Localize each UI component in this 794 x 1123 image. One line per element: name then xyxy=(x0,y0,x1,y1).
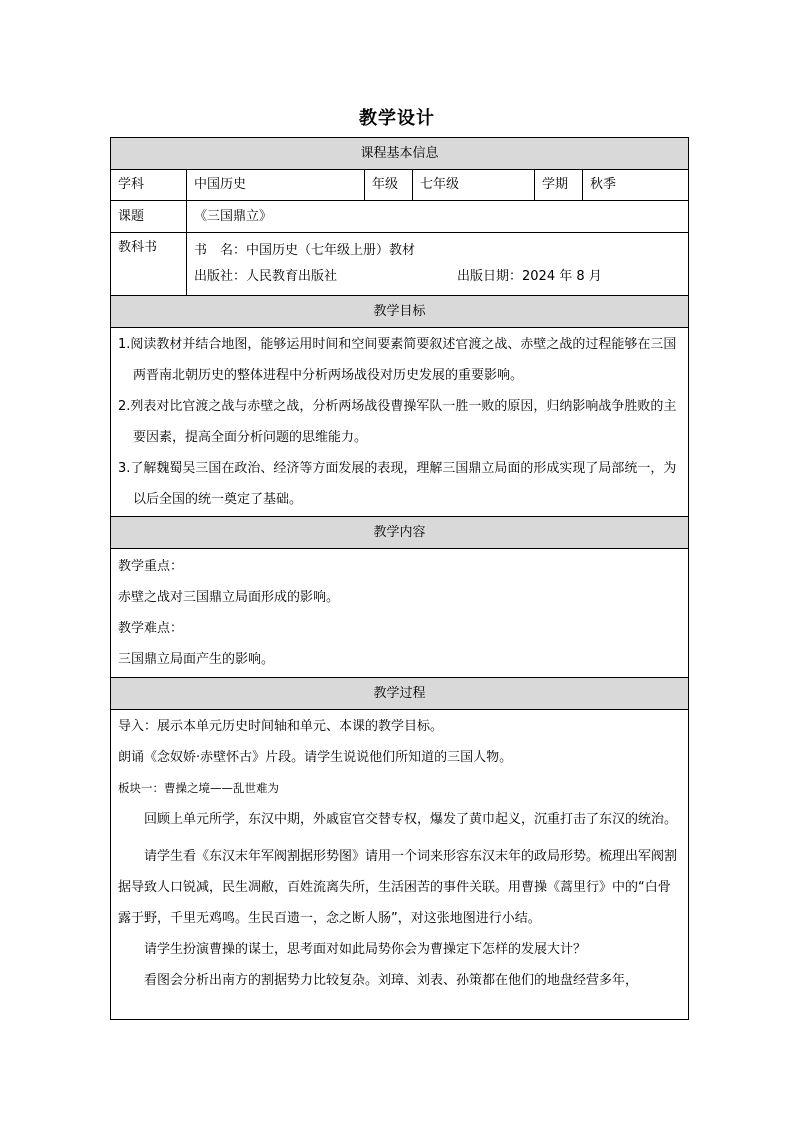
book-name: 书 名：中国历史（七年级上册）教材 xyxy=(194,243,416,258)
objective-item: 3.了解魏蜀吴三国在政治、经济等方面发展的表现，理解三国鼎立局面的形成实现了局部统一，为以后全国的统一奠定了基础。 xyxy=(118,461,677,507)
textbook-label: 教科书 xyxy=(111,233,187,296)
key-point-label: 教学重点： xyxy=(118,559,184,574)
content-body xyxy=(111,549,689,678)
process-section-one-title: 板块一：曹操之境——乱世难为 xyxy=(118,781,279,795)
document-title: 教学设计 xyxy=(359,108,435,129)
difficult-point-text: 三国鼎立局面产生的影响。 xyxy=(118,652,275,667)
process-paragraph: 看图会分析出南方的割据势力比较复杂。刘璋、刘表、孙策都在他们的地盘经营多年， xyxy=(144,973,639,988)
objective-item: 1.阅读教材并结合地图，能够运用时间和空间要素简要叙述官渡之战、赤壁之战的过程能够在三国两晋南北朝历史的整体进程中分析两场战役对历史发展的重要影响。 xyxy=(118,337,677,383)
publication-date: 出版日期：2024 年 8 月 xyxy=(457,269,602,284)
objectives-list xyxy=(111,328,689,517)
process-recitation: 朗诵《念奴娇·赤壁怀古》片段。请学生说说他们所知道的三国人物。 xyxy=(118,750,513,765)
process-paragraph: 回顾上单元所学，东汉中期，外戚宦官交替专权，爆发了黄巾起义，沉重打击了东汉的统治。 xyxy=(144,812,678,827)
lesson-value: 《三国鼎立》 xyxy=(187,201,689,233)
term-value: 秋季 xyxy=(583,170,689,201)
section-header-content: 教学内容 xyxy=(111,517,689,549)
process-intro: 导入：展示本单元历史时间轴和单元、本课的教学目标。 xyxy=(118,719,444,734)
process-body xyxy=(111,710,689,1020)
objective-item: 2.列表对比官渡之战与赤壁之战，分析两场战役曹操军队一胜一败的原因，归纳影响战争胜败的主要因素，提高全面分析问题的思维能力。 xyxy=(118,399,677,445)
term-label: 学期 xyxy=(535,170,583,201)
subject-value: 中国历史 xyxy=(187,170,365,201)
grade-value: 七年级 xyxy=(413,170,535,201)
lesson-label: 课题 xyxy=(111,201,187,233)
section-header-process: 教学过程 xyxy=(111,678,689,710)
section-header-objectives: 教学目标 xyxy=(111,296,689,328)
lesson-plan-table xyxy=(110,137,689,1020)
publisher: 出版社：人民教育出版社 xyxy=(194,269,338,284)
process-paragraph: 请学生看《东汉末年军阀割据形势图》请用一个词来形容东汉末年的政局形势。梳理出军阀割据导致人口锐减，民生凋敝，百姓流离失所，生活困苦的事件关联。用曹操《蒿里行》中的“白骨露于野，千里无鸡鸣。生民百遗一，念之断人肠”，对这张地图进行小结。 xyxy=(118,849,678,926)
textbook-info xyxy=(187,233,689,296)
grade-label: 年级 xyxy=(365,170,413,201)
difficult-point-label: 教学难点： xyxy=(118,621,184,636)
section-header-basic-info: 课程基本信息 xyxy=(111,138,689,170)
subject-label: 学科 xyxy=(111,170,187,201)
process-paragraph: 请学生扮演曹操的谋士，思考面对如此局势你会为曹操定下怎样的发展大计？ xyxy=(144,942,587,957)
key-point-text: 赤壁之战对三国鼎立局面形成的影响。 xyxy=(118,590,340,605)
